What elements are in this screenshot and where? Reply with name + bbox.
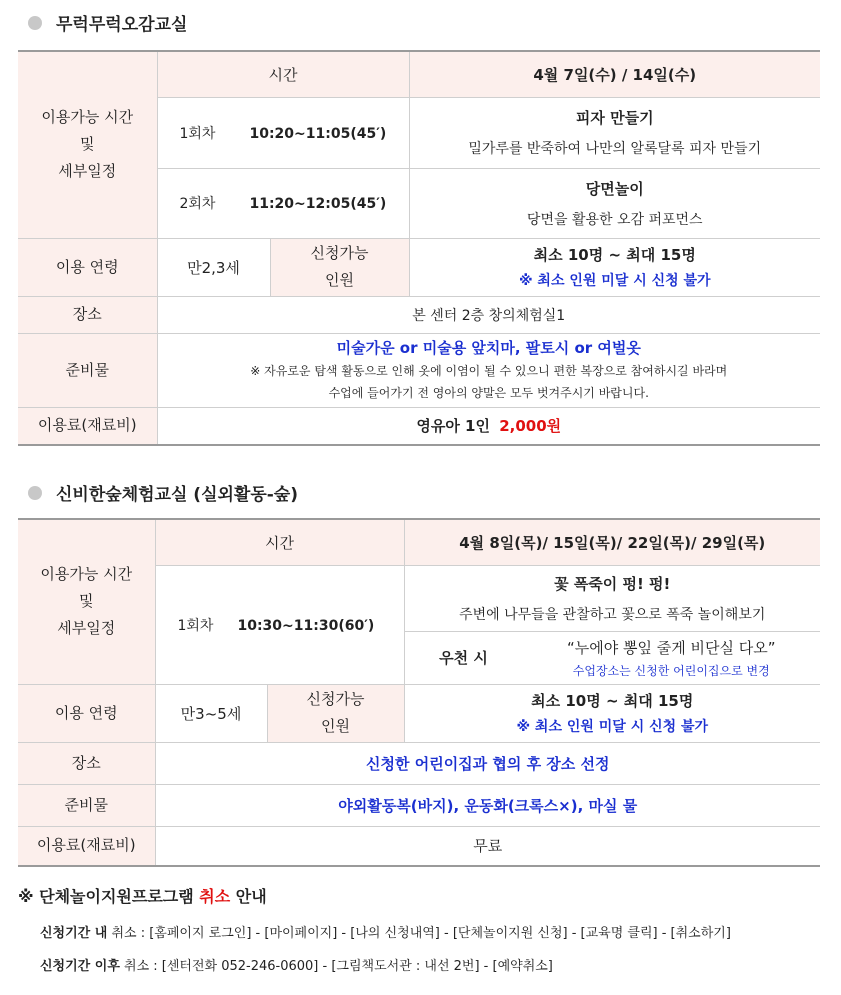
session-2-activity: 당면놀이 당면을 활용한 오감 퍼포먼스 xyxy=(409,168,820,238)
session-1-time: 1회차 10:20~11:05(45′) xyxy=(157,97,409,168)
section1-table xyxy=(18,50,820,446)
cancel-line-1: 신청기간 내 취소 : [홈페이지 로그인] - [마이페이지] - [나의 신청내역] - [단체놀이지원 신청] - [교육명 클릭] - [취소하기] xyxy=(40,926,731,941)
date-header: 4월 7일(수) / 14일(수) xyxy=(409,51,820,97)
bullet-dot-icon xyxy=(28,16,42,30)
time-header: 시간 xyxy=(155,519,404,565)
capacity-label: 신청가능 인원 xyxy=(270,238,409,296)
capacity-label: 신청가능 인원 xyxy=(267,684,404,742)
session-1-activity: 피자 만들기 밀가루를 반죽하여 나만의 알록달록 피자 만들기 xyxy=(409,97,820,168)
date-header: 4월 8일(목)/ 15일(목)/ 22일(목)/ 29일(목) xyxy=(404,519,820,565)
session-2-time: 2회차 11:20~12:05(45′) xyxy=(157,168,409,238)
cancel-notice-title: ※ 단체놀이지원프로그램 취소 안내 xyxy=(18,887,267,906)
fee-value: 영유아 1인 2,000원 xyxy=(157,407,820,445)
section1-title: 무럭무럭오감교실 xyxy=(56,15,188,35)
place-label: 장소 xyxy=(18,742,155,784)
place-label: 장소 xyxy=(18,296,157,333)
prep-label: 준비물 xyxy=(18,333,157,407)
age-value: 만3~5세 xyxy=(155,684,267,742)
rain-row xyxy=(404,631,820,684)
fee-label: 이용료(재료비) xyxy=(18,826,155,866)
section2-title: 신비한숲체험교실 (실외활동-숲) xyxy=(56,485,298,505)
rain-note: 수업장소는 신청한 어린이집으로 변경 xyxy=(572,663,770,678)
cancel-line-2: 신청기간 이후 취소 : [센터전화 052-246-0600] - [그림책도서관 : 내선 2번] - [예약취소] xyxy=(40,959,553,974)
section2-table xyxy=(18,518,820,867)
bullet-dot-icon xyxy=(28,486,42,500)
session-1-activity: 꽃 폭죽이 펑! 펑! 주변에 나무들을 관찰하고 꽃으로 폭죽 놀이해보기 xyxy=(404,565,820,631)
time-header: 시간 xyxy=(157,51,409,97)
age-label: 이용 연령 xyxy=(18,684,155,742)
rain-label: 우천 시 xyxy=(439,649,488,667)
place-value: 신청한 어린이집과 협의 후 장소 선정 xyxy=(155,742,820,784)
age-label: 이용 연령 xyxy=(18,238,157,296)
rain-title: “누에야 뽕잎 줄게 비단실 다오” xyxy=(567,638,776,657)
prep-value: 야외활동복(바지), 운동화(크록스×), 마실 물 xyxy=(155,784,820,826)
capacity-value: 최소 10명 ~ 최대 15명 ※ 최소 인원 미달 시 신청 불가 xyxy=(404,684,820,742)
schedule-label: 이용가능 시간 및 세부일정 xyxy=(18,519,155,684)
session-1-time: 1회차 10:30~11:30(60′) xyxy=(155,565,404,684)
prep-label: 준비물 xyxy=(18,784,155,826)
prep-value: 미술가운 or 미술용 앞치마, 팔토시 or 여벌옷 ※ 자유로운 탐색 활동으로 인해 옷에 이염이 될 수 있으니 편한 복장으로 참여하시길 바라며 수업에 들어가기 전 영아의 양말은 모두 벗겨주시기 바랍니다. xyxy=(157,333,820,407)
section1-heading xyxy=(28,10,187,35)
section2-heading xyxy=(28,480,298,505)
capacity-value: 최소 10명 ~ 최대 15명 ※ 최소 인원 미달 시 신청 불가 xyxy=(409,238,820,296)
fee-label: 이용료(재료비) xyxy=(18,407,157,445)
place-value: 본 센터 2층 창의체험실1 xyxy=(157,296,820,333)
fee-value: 무료 xyxy=(155,826,820,866)
schedule-label: 이용가능 시간 및 세부일정 xyxy=(18,51,157,238)
age-value: 만2,3세 xyxy=(157,238,270,296)
